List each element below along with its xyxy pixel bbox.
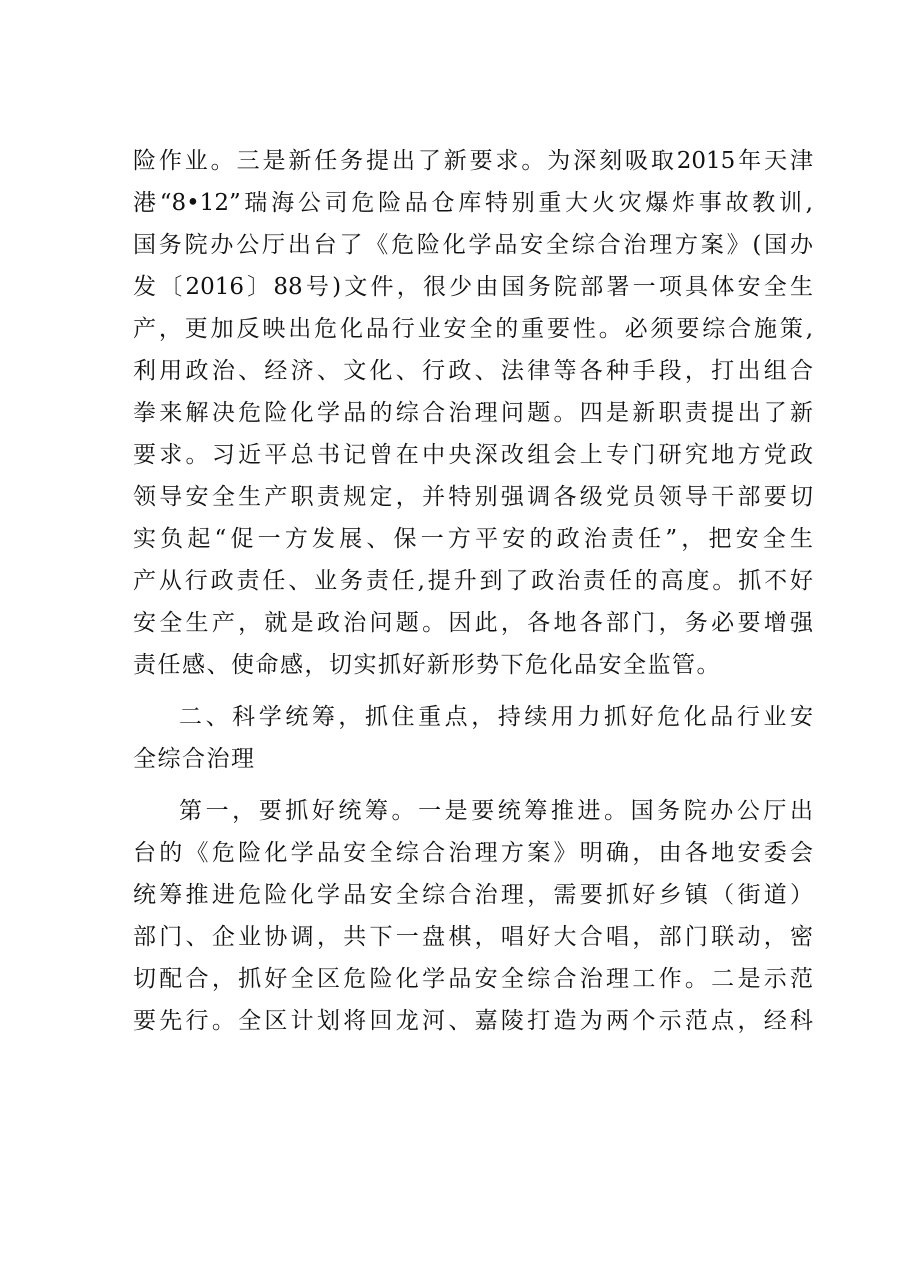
text-line: 台的《危险化学品安全综合治理方案》明确，由各地安委会 — [133, 840, 813, 866]
text-line: 要求。习近平总书记曾在中央深改组会上专门研究地方党政 — [133, 442, 813, 468]
text-line: 安全生产，就是政治问题。因此，各地各部门，务必要增强 — [133, 610, 813, 636]
text-line: 责任感、使命感，切实抓好新形势下危化品安全监管。 — [133, 652, 721, 678]
text-line: 国务院办公厅出台了《危险化学品安全综合治理方案》(国办 — [133, 232, 813, 258]
document-body — [133, 140, 813, 1042]
text-line: 港“8•12”瑞海公司危险品仓库特别重大火灾爆炸事故教训, — [133, 190, 813, 216]
text-line: 第一，要抓好统筹。一是要统筹推进。国务院办公厅出 — [179, 798, 813, 824]
paragraph — [133, 790, 813, 1042]
text-line: 要先行。全区计划将回龙河、嘉陵打造为两个示范点，经科 — [133, 1008, 813, 1034]
heading-line: 二、科学统筹，抓住重点，持续用力抓好危化品行业安 — [179, 704, 813, 730]
text-line: 险作业。三是新任务提出了新要求。为深刻吸取2015年天津 — [133, 148, 813, 174]
section-heading — [133, 696, 813, 780]
text-line: 发〔2016〕88号)文件，很少由国务院部署一项具体安全生 — [133, 274, 813, 300]
text-line: 产，更加反映出危化品行业安全的重要性。必须要综合施策, — [133, 316, 813, 342]
paragraph-continuation — [133, 140, 813, 686]
paragraph-gap — [133, 686, 813, 696]
text-line: 部门、企业协调，共下一盘棋，唱好大合唱，部门联动，密 — [133, 924, 813, 950]
paragraph-gap — [133, 780, 813, 790]
text-line: 切配合，抓好全区危险化学品安全综合治理工作。二是示范 — [133, 966, 813, 992]
text-line: 统筹推进危险化学品安全综合治理，需要抓好乡镇（街道） — [133, 882, 813, 908]
text-line: 领导安全生产职责规定，并特别强调各级党员领导干部要切 — [133, 484, 813, 510]
text-line: 实负起“促一方发展、保一方平安的政治责任”，把安全生 — [133, 526, 813, 552]
text-line: 产从行政责任、业务责任,提升到了政治责任的高度。抓不好 — [133, 568, 813, 594]
text-line: 拳来解决危险化学品的综合治理问题。四是新职责提出了新 — [133, 400, 813, 426]
text-line: 利用政治、经济、文化、行政、法律等各种手段，打出组合 — [133, 358, 813, 384]
heading-line: 全综合治理 — [133, 746, 256, 772]
